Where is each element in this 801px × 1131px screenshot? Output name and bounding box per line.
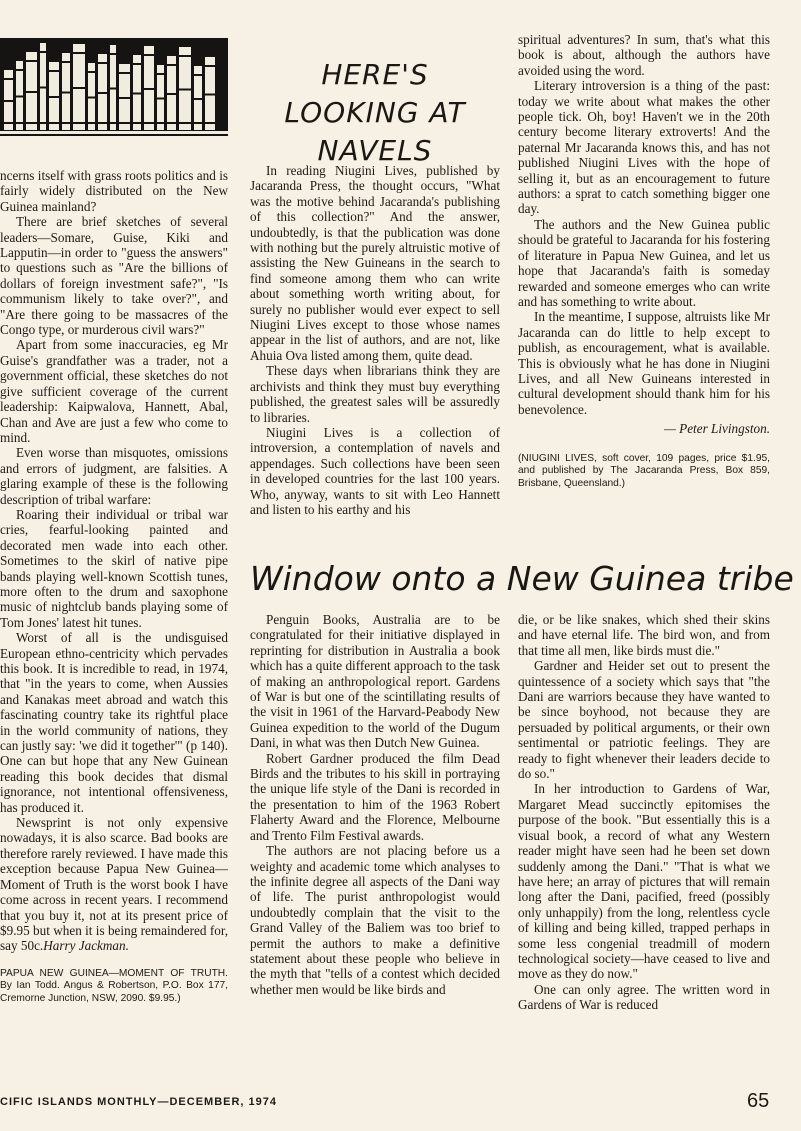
paragraph: Apart from some inaccuracies, eg Mr Guise's grandfather was a trader, not a government official, these sketches do not give sufficient coverage of the current leadership: Kaipwalova, Hannett, Abal, Chan and Ave are just a few who come to mind. [0,337,228,445]
paragraph: These days when librarians think they are archivists and think they must buy everything published, the greatest sales will be assuredly to libraries. [250,363,500,425]
paragraph: ncerns itself with grass roots politics and is fairly widely distributed on the New Guinea mainland? [0,168,228,214]
book-spine-band [133,122,141,124]
book-spine-band [194,122,202,124]
book-spine-band [119,122,130,124]
book-spine-band [167,64,176,66]
book-spine-band [4,122,13,124]
book-spine-band [179,89,191,91]
book-spine-band [144,54,154,56]
paragraph: There are brief sketches of several leaders—Somare, Guise, Kiki and Lapputin—in order to "guess the answers" to questions such as "Are the billions of dollars of foreign investment safe?", "Is communism likely to take over?", and "Are there going to be massacres of the Congo type, or murderous civil wars?" [0,214,228,338]
book-spine-band [144,88,154,90]
paragraph: Literary introversion is a thing of the past: today we write about what makes the other people tick. Oh, boy! Haven't we in the 20th century become literary extroverts! And the paternal Mr Jacaranda knows this, and has not published Niugini Lives with the hope of selling it, but as an encouragement to future authors: a sprat to catch something bigger one day. [518,78,770,217]
book-spine-band [4,100,13,102]
book-spine-band [167,93,176,95]
magazine-footer: CIFIC ISLANDS MONTHLY—DECEMBER, 1974 [0,1096,278,1108]
book-spine-band [205,122,215,124]
book-spine-band [73,87,85,89]
book-spine-band [49,70,59,72]
paragraph: The authors are not placing before us a weighty and academic tome which analyses to the infinite degree all aspects of the Dani way of life. The purist anthropologist would undoubtedly complain that the visit to the Grand Valley of the Baliem was too brief to permit the authors to make a definitive statement about these people who believe in the myth that "tells of a contest which decided whether men would be like birds and [250,843,500,997]
book-spine-band [167,122,176,124]
book-spine-band [205,94,215,96]
paragraph: Gardner and Heider set out to present the quintessence of a society which says that "the Dani are warriors because they have wanted to be since boyhood, not because they are persuaded by political arguments, or their own sentimental or patriotic feelings. They are ready to fight whenever their leaders decide to do so." [518,658,770,782]
book-spine-band [110,88,116,90]
book-spine-band [88,122,95,124]
block-quote: Roaring their individual or tribal war cries, fearful-looking painted and decorated men wade into each other. Sometimes to the skirl of native pipe bands playing well-known Scottish tunes, more often to the drum and saxophone music of nightclub bands playing some of Tom Jones' latest hit tunes. [0,506,228,630]
paragraph: Worst of all is the undisguised European ethno-centricity which pervades this book. It is incredible to read, in 1974, that "in the years to come, when Aussies and Kanakas meet abroad and watch this fascinating country take its rightful place in the world community of nations, they can justly say: 'we did it together'" (p 140). One can but hope that any New Guinean reading this book decides that dismal ignorance, not intentional offensiveness, has produced it. [0,630,228,815]
book-review-citation: PAPUA NEW GUINEA—MOMENT OF TRUTH. By Ian Todd. Angus & Robertson, P.O. Box 177, Cremorne Junction, NSW, 2090. $9.95.) [0,967,228,1004]
book-spine-band [26,122,37,124]
book-spine-band [26,91,37,93]
book-spine-band [179,55,191,57]
book-spine-band [40,51,46,53]
book-spine-band [49,122,59,124]
paragraph: Even worse than misquotes, omissions and errors of judgment, are falsities. A glaring example of these is the following description of tribal warfare: [0,445,228,507]
headline-window-onto-new-guinea-tribe: Window onto a New Guinea tribe [250,559,794,598]
paragraph: die, or be like snakes, which shed their skins and have eternal life. The bird won, and from that time all men, like birds must die." [518,612,770,658]
bookshelf-logo [0,38,228,136]
book-spine-band [73,122,85,124]
book-spine-band [88,71,95,73]
column-4 [250,612,500,1089]
book-spine-band [157,122,164,124]
paragraph: Robert Gardner produced the film Dead Birds and the tributes to his skill in portraying the unique life style of the Dani is recorded in the presentation to him of the 1963 Robert Flaherty Award and the Florence, Melbourne and Trento Film Festival awards. [250,750,500,843]
book-spine-band [119,97,130,99]
book-spine-band [98,122,107,124]
reviewer-signature: Harry Jackman. [43,938,129,954]
book-spine-band [133,63,141,65]
book-spine-band [157,98,164,100]
book-spine-band [62,61,70,63]
column-5 [518,612,770,1089]
paragraph-text: Newsprint is not only expensive nowadays, it is also scarce. Bad books are therefore rarely reviewed. I have made this exception because Papua New Guinea—Moment of Truth is the worst book I have come across in recent years. I recommend that you buy it, not at its present price of $9.95 but when it is being remaindered for, say 50c. [0,815,228,954]
shelf-line [0,131,228,134]
paragraph [0,815,228,954]
page-number: 65 [747,1090,770,1112]
book-spine-band [62,92,70,94]
book-spine-band [194,74,202,76]
paragraph: In the meantime, I suppose, altruists like Mr Jacaranda can do little to help except to publish, as encouragement, what is available. This is obviously what he has done in Niugini Lives, and all New Guineans interested in cultural development should thank him for his benevolence. [518,309,770,417]
paragraph: The authors and the New Guinea public should be grateful to Jacaranda for his fostering of literature in Papua New Guinea, and let us hope that Jacaranda's faith is someday rewarded and someone emerges who can write and has something to write about. [518,216,770,309]
paragraph: One can only agree. The written word in Gardens of War is reduced [518,981,770,1013]
paragraph: In reading Niugini Lives, published by Jacaranda Press, the thought occurs, "What was the motive behind Jacaranda's publishing of this collection?" And the answer, undoubtedly, is that the publication was done with nothing but the purely altruistic motive of assisting the New Guineans in the search to find someone among them who can write about something worth writing about, for surely no publisher would ever expect to sell Niugini Lives except to those whose names appear in the list of authors, and are not, like Ahuia Ova listed among them, quite dead. [250,163,500,363]
book-spine-band [205,65,215,67]
paragraph: spiritual adventures? In sum, that's what this book is about, although the authors have avoided using the word. [518,32,770,78]
book-review-citation: (NIUGINI LIVES, soft cover, 109 pages, price $1.95, and published by The Jacaranda Press, Box 859, Brisbane, Queensland.) [518,452,770,489]
reviewer-signature: — Peter Livingston. [664,421,770,437]
book-spine-band [73,52,85,54]
book-spine-band [179,122,191,124]
book-spine-band [62,122,70,124]
book-spine-band [16,96,23,98]
column-2 [250,163,500,561]
book-spine-band [49,96,59,98]
book-spine-band [98,62,107,64]
paragraph: Niugini Lives is a collection of introversion, a contemplation of navels and appendages. Such collections have been seen in developed countries for the last 100 years. Who, anyway, wants to sit with Leo Hannett and listen to his earthy and his [250,424,500,517]
paragraph: In her introduction to Gardens of War, Margaret Mead succinctly epitomises the purpose of the book. "But essentially this is a visual book, a record of what any Western reader might have seen had he been set down suddenly among the Dani." "That is what we have here; an array of pictures that will remain long after the Dani, pacified, freed (possibly only unhappily) from the long, relentless cycle of killing and being killed, trapped perhaps in some less congenial treadmill of modern technological society—have ceased to live and move as they do now." [518,781,770,982]
book-spine-band [98,92,107,94]
book-spine-band [194,98,202,100]
column-1 [0,168,228,1004]
headline-heres-looking-at-navels: HERE'S LOOKING AT NAVELS [284,58,466,167]
book-spine-band [40,87,46,89]
book-spine-band [16,69,23,71]
book-spine-band [119,72,130,74]
book-spine-band [4,78,13,80]
book-spine-band [157,73,164,75]
book-spine-band [133,93,141,95]
column-3 [518,32,770,489]
book-spine-band [16,122,23,124]
book-spine-band [110,122,116,124]
book-spine-band [144,122,154,124]
book-spine-band [88,97,95,99]
book-spine-band [40,122,46,124]
book-spine-band [110,53,116,55]
paragraph: Penguin Books, Australia are to be congratulated for their initiative displayed in reprinting for distribution in Australia a book which has a quite different approach to the task of making an anthropological report. Gardens of War is but one of the scintillating results of the visit in 1961 of the Harvard-Peabody New Guinea expedition to the world of the Dugum Dani, in what was then Dutch New Guinea. [250,612,500,751]
book-spine-band [26,60,37,62]
